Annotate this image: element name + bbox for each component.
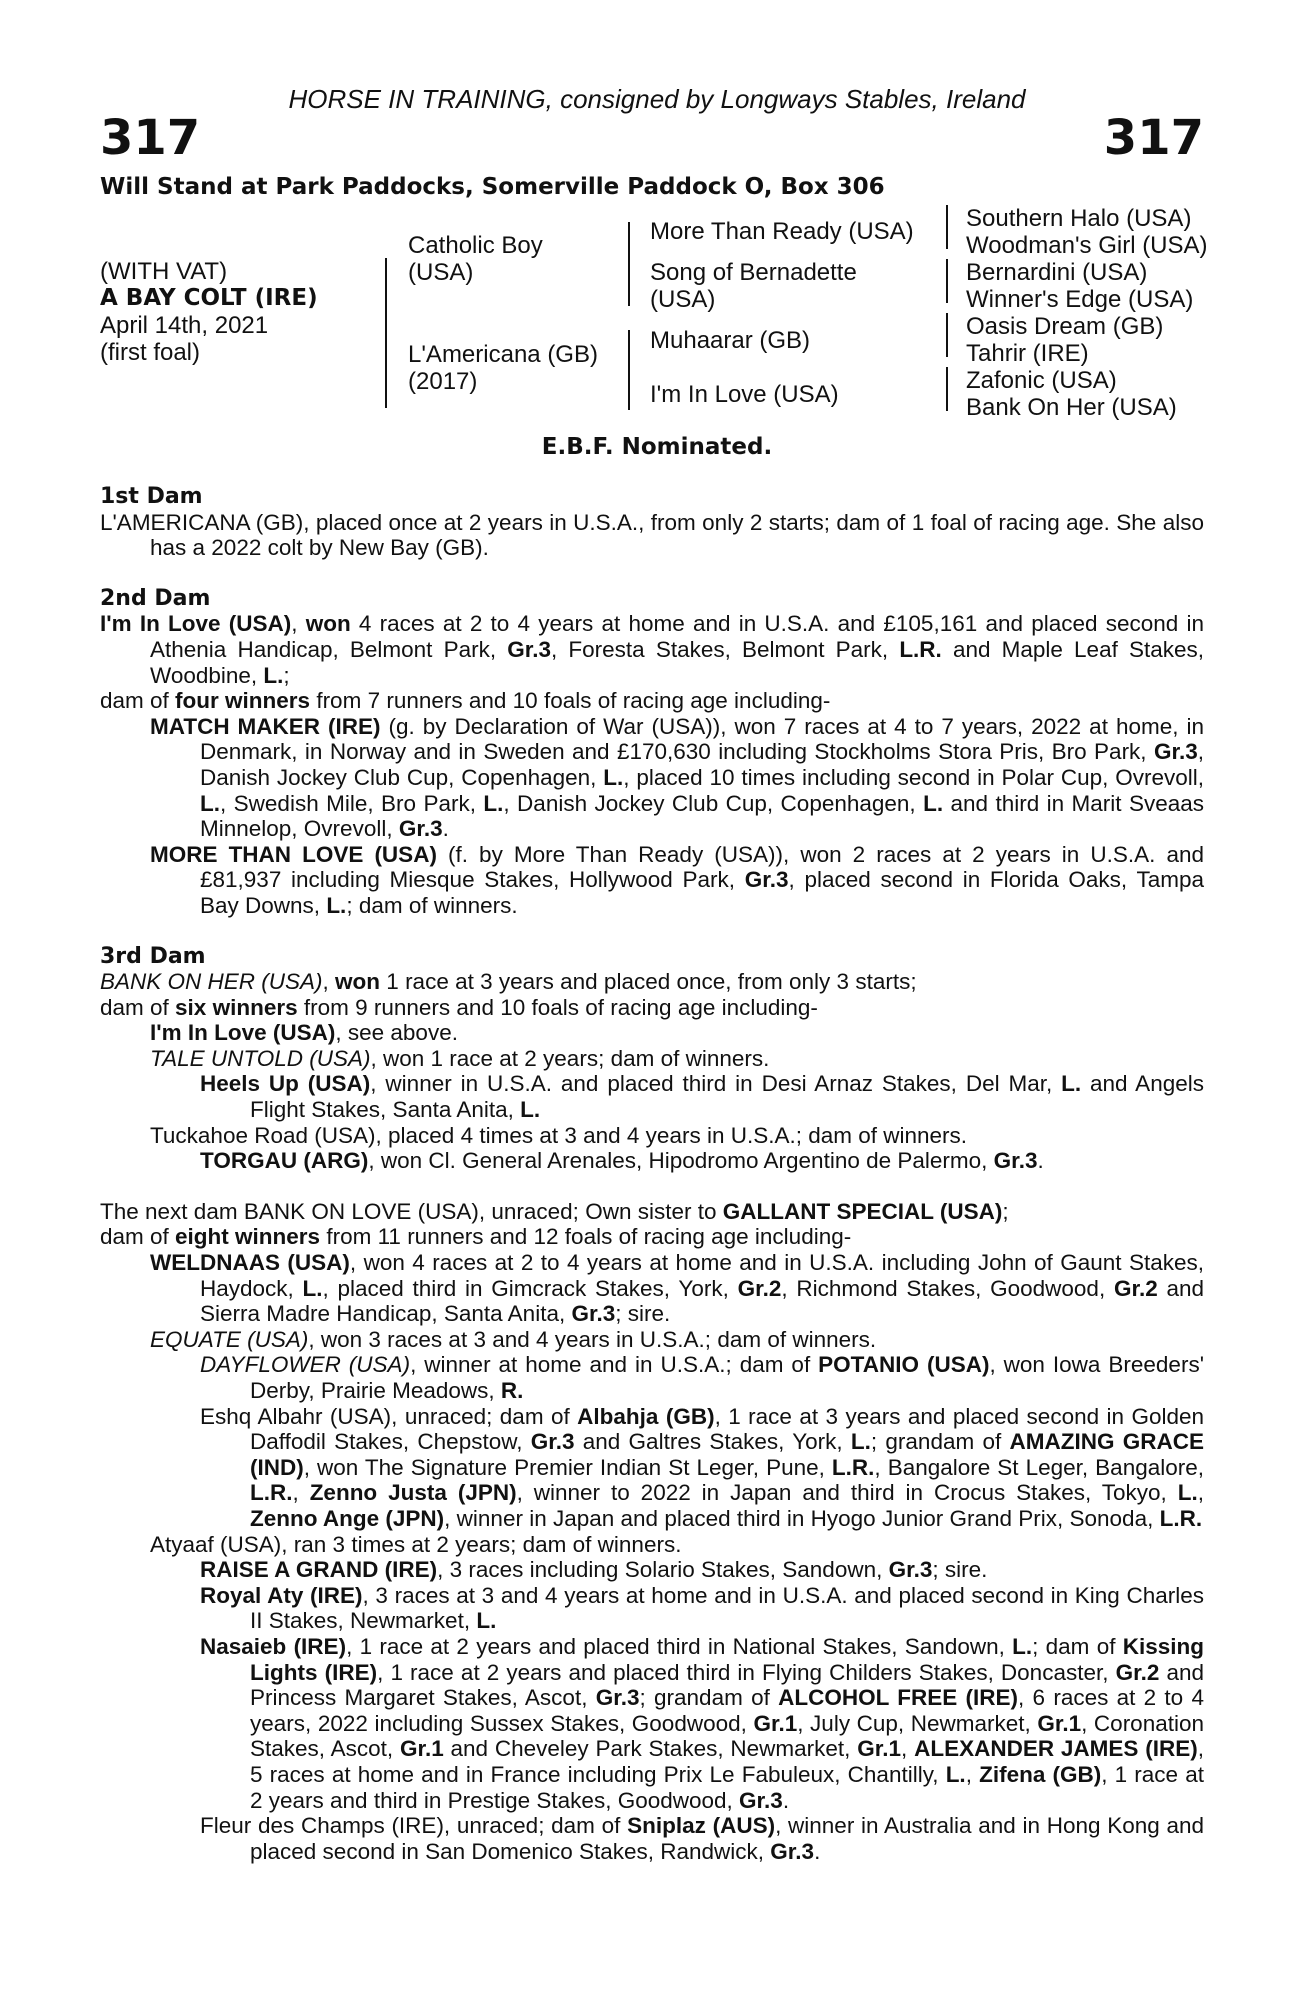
gen3-2: Woodman's Girl (USA) <box>966 232 1208 259</box>
sire-sire: More Than Ready (USA) <box>650 218 914 245</box>
pedigree-entry: dam of six winners from 9 runners and 10 foals of racing age including- <box>100 994 818 1020</box>
dam-section <box>100 484 1204 561</box>
brace-g3-1 <box>946 205 948 249</box>
foal-note: (first foal) <box>100 339 201 366</box>
catalogue-body <box>100 484 1204 1864</box>
brace-dam <box>628 330 630 410</box>
pedigree-entry: L'AMERICANA (GB), placed once at 2 years in U.S.A., from only 2 starts; dam of 1 foal of racing age. She also has a 2022 colt by New Bay (GB). <box>100 509 1204 561</box>
pedigree-entry: I'm In Love (USA), won 4 races at 2 to 4 years at home and in U.S.A. and £105,161 and placed second in Athenia Handicap, Belmont Park, Gr.3, Foresta Stakes, Belmont Park, L.R. and Maple Leaf Stakes, Woodbine, L.; <box>100 611 1205 688</box>
sire-dam-line1: Song of Bernadette <box>650 259 857 286</box>
gen3-8: Bank On Her (USA) <box>966 394 1177 421</box>
pedigree-entry: I'm In Love (USA), see above. <box>150 1020 458 1046</box>
section-gap <box>100 561 1204 586</box>
pedigree-entry: Atyaaf (USA), ran 3 times at 2 years; dam of winners. <box>150 1531 682 1557</box>
pedigree-entry: Heels Up (USA), winner in U.S.A. and placed third in Desi Arnaz Stakes, Del Mar, L. and Angels Flight Stakes, Santa Anita, L. <box>200 1071 1204 1123</box>
pedigree-entry: dam of eight winners from 11 runners and 12 foals of racing age including- <box>100 1224 852 1250</box>
sire-line1: Catholic Boy <box>408 232 543 259</box>
gen3-1: Southern Halo (USA) <box>966 205 1192 232</box>
pedigree-entry: RAISE A GRAND (IRE), 3 races including Solario Stakes, Sandown, Gr.3; sire. <box>200 1557 988 1583</box>
brace-g3-3 <box>946 313 948 357</box>
dam-line2: (2017) <box>408 368 478 395</box>
dam-line1: L'Americana (GB) <box>408 341 598 368</box>
lot-number-left: 317 <box>100 110 201 166</box>
gen3-5: Oasis Dream (GB) <box>966 313 1164 340</box>
pedigree-entry: The next dam BANK ON LOVE (USA), unraced; Own sister to GALLANT SPECIAL (USA); <box>100 1198 1009 1224</box>
dam-dam: I'm In Love (USA) <box>650 381 839 408</box>
gen3-3: Bernardini (USA) <box>966 259 1148 286</box>
gen3-7: Zafonic (USA) <box>966 367 1117 394</box>
pedigree-entry: MORE THAN LOVE (USA) (f. by More Than Ready (USA)), won 2 races at 2 years in U.S.A. and £81,937 including Miesque Stakes, Hollywood Park, Gr.3, placed second in Florida Oaks, Tampa Bay Downs, L.; dam of winners. <box>150 841 1204 918</box>
dam-section <box>100 1199 1204 1864</box>
pedigree-entry: MATCH MAKER (IRE) (g. by Declaration of War (USA)), won 7 races at 4 to 7 years, 2022 at home, in Denmark, in Norway and in Sweden and £170,630 including Stockholms Stora Pris, Bro Park, Gr.3, Danish Jockey Club Cup, Copenhagen, L., placed 10 times including second in Polar Cup, Ovrevoll, L., Swedish Mile, Bro Park, L., Danish Jockey Club Cup, Copenhagen, L. and third in Marit Sveaas Minnelop, Ovrevoll, Gr.3. <box>150 713 1205 842</box>
sire-line2: (USA) <box>408 259 474 286</box>
dam-section <box>100 944 1204 1174</box>
section-heading: 1st Dam <box>100 484 203 509</box>
gen3-6: Tahrir (IRE) <box>966 340 1089 367</box>
horse-name: A BAY COLT (IRE) <box>100 285 318 311</box>
pedigree-entry: WELDNAAS (USA), won 4 races at 2 to 4 years at home and in U.S.A. including John of Gaunt Stakes, Haydock, L., placed third in Gimcrack Stakes, York, Gr.2, Richmond Stakes, Goodwood, Gr.2 and Sierra Madre Handicap, Santa Anita, Gr.3; sire. <box>150 1250 1204 1327</box>
pedigree-entry: Fleur des Champs (IRE), unraced; dam of Sniplaz (AUS), winner in Australia and in Hong Kong and placed second in San Domenico Stakes, Randwick, Gr.3. <box>200 1813 1204 1864</box>
stand-location: Will Stand at Park Paddocks, Somerville Paddock O, Box 306 <box>100 174 885 200</box>
consignment-header: HORSE IN TRAINING, consigned by Longways Stables, Ireland <box>288 84 1026 114</box>
brace-g3-2 <box>946 259 948 303</box>
vat-note: (WITH VAT) <box>100 258 228 285</box>
pedigree-entry: BANK ON HER (USA), won 1 race at 3 years and placed once, from only 3 starts; <box>100 969 917 995</box>
foaling-date: April 14th, 2021 <box>100 312 269 339</box>
section-gap <box>100 919 1204 944</box>
section-heading: 3rd Dam <box>100 943 206 969</box>
brace-g3-4 <box>946 367 948 411</box>
gen3-4: Winner's Edge (USA) <box>966 286 1194 313</box>
pedigree-entry: Royal Aty (IRE), 3 races at 3 and 4 years at home and in U.S.A. and placed second in King Charles II Stakes, Newmarket, L. <box>200 1582 1205 1634</box>
brace-sire <box>628 222 630 306</box>
pedigree-entry: Tuckahoe Road (USA), placed 4 times at 3 and 4 years in U.S.A.; dam of winners. <box>150 1122 968 1148</box>
pedigree-entry: TALE UNTOLD (USA), won 1 race at 2 years; dam of winners. <box>150 1045 770 1071</box>
brace-gen1 <box>385 258 387 408</box>
pedigree-entry: TORGAU (ARG), won Cl. General Arenales, Hipodromo Argentino de Palermo, Gr.3. <box>200 1148 1044 1174</box>
sire-dam-line2: (USA) <box>650 286 716 313</box>
section-heading: 2nd Dam <box>100 585 211 611</box>
section-gap <box>100 1174 1204 1199</box>
pedigree-entry: EQUATE (USA), won 3 races at 3 and 4 years in U.S.A.; dam of winners. <box>150 1326 877 1352</box>
lot-number-right: 317 <box>1103 110 1204 166</box>
pedigree-entry: Eshq Albahr (USA), unraced; dam of Albahja (GB), 1 race at 3 years and placed second in Golden Daffodil Stakes, Chepstow, Gr.3 and Galtres Stakes, York, L.; grandam of AMAZING GRACE (IND), won The Signature Premier Indian St Leger, Pune, L.R., Bangalore St Leger, Bangalore, L.R., Zenno Justa (JPN), winner to 2022 in Japan and third in Crocus Stakes, Tokyo, L., Zenno Ange (JPN), winner in Japan and placed third in Hyogo Junior Grand Prix, Sonoda, L.R. <box>200 1403 1205 1531</box>
pedigree-entry: Nasaieb (IRE), 1 race at 2 years and placed third in National Stakes, Sandown, L.; dam of Kissing Lights (IRE), 1 race at 2 years and placed third in Flying Childers Stakes, Doncaster, Gr.2 and Princess Margaret Stakes, Ascot, Gr.3; grandam of ALCOHOL FREE (IRE), 6 races at 2 to 4 years, 2022 including Sussex Stakes, Goodwood, Gr.1, July Cup, Newmarket, Gr.1, Coronation Stakes, Ascot, Gr.1 and Cheveley Park Stakes, Newmarket, Gr.1, ALEXANDER JAMES (IRE), 5 races at home and in France including Prix Le Fabuleux, Chantilly, L., Zifena (GB), 1 race at 2 years and third in Prestige Stakes, Goodwood, Gr.3. <box>200 1633 1205 1813</box>
pedigree-entry: DAYFLOWER (USA), winner at home and in U.S.A.; dam of POTANIO (USA), won Iowa Breeders' Derby, Prairie Meadows, R. <box>200 1352 1204 1403</box>
ebf-nomination: E.B.F. Nominated. <box>541 434 773 460</box>
dam-section <box>100 586 1204 919</box>
dam-sire: Muhaarar (GB) <box>650 327 811 354</box>
pedigree-entry: dam of four winners from 7 runners and 10 foals of racing age including- <box>100 688 831 714</box>
